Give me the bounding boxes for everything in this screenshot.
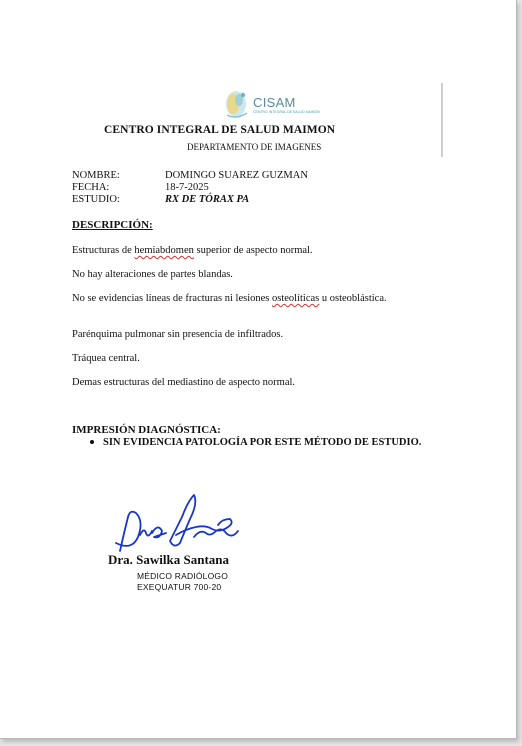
spellcheck-flagged-word[interactable]: hemiabdomen: [134, 245, 194, 256]
logo-text: CISAM: [253, 95, 296, 110]
description-paragraph-3: [72, 292, 402, 305]
description-paragraph-6: Demas estructuras del mediastino de aspecto normal.: [72, 377, 296, 388]
impression-item-text: SIN EVIDENCIA PATOLOGÍA POR ESTE MÉTODO DE ESTUDIO.: [103, 437, 422, 448]
handwritten-signature-icon: [110, 493, 240, 555]
signer-name: Dra. Sawilka Santana: [108, 552, 229, 567]
description-heading: DESCRIPCIÓN:: [72, 219, 153, 231]
patient-name-value: DOMINGO SUAREZ GUZMAN: [165, 170, 308, 181]
bullet-icon: [90, 440, 94, 444]
margin-marker: [441, 83, 443, 157]
text-span: u osteoblástica.: [319, 293, 387, 304]
department-name: DEPARTAMENTO DE IMAGENES: [187, 142, 322, 152]
text-span: superior de aspecto normal.: [193, 245, 313, 256]
description-paragraph-4: Parénquima pulmonar sin presencia de infiltrados.: [72, 329, 284, 340]
description-paragraph-2: No hay alteraciones de partes blandas.: [72, 269, 233, 280]
date-value: 18-7-2025: [165, 182, 209, 193]
center-title: CENTRO INTEGRAL DE SALUD MAIMON: [104, 124, 336, 136]
text-span: No se evidencias líneas de fracturas ni lesiones: [72, 293, 273, 304]
impression-heading: IMPRESIÓN DIAGNÓSTICA:: [72, 424, 221, 436]
study-value: RX DE TÓRAX PA: [165, 194, 250, 205]
patient-name-label: NOMBRE:: [72, 170, 120, 181]
date-label: FECHA:: [72, 182, 110, 193]
logo-subtitle: CENTRO INTEGRAL DE SALUD MAIMON: [253, 110, 320, 114]
text-span: Estructuras de: [72, 245, 135, 256]
spellcheck-flagged-word[interactable]: osteolíticas: [272, 293, 320, 304]
description-paragraph-5: Tráquea central.: [72, 353, 140, 364]
description-paragraph-1: [72, 244, 402, 257]
signer-title: MÉDICO RADIÓLOGO: [137, 571, 229, 581]
study-label: ESTUDIO:: [72, 194, 120, 205]
impression-item: [90, 437, 421, 448]
signer-license: EXEQUATUR 700-20: [137, 582, 222, 592]
